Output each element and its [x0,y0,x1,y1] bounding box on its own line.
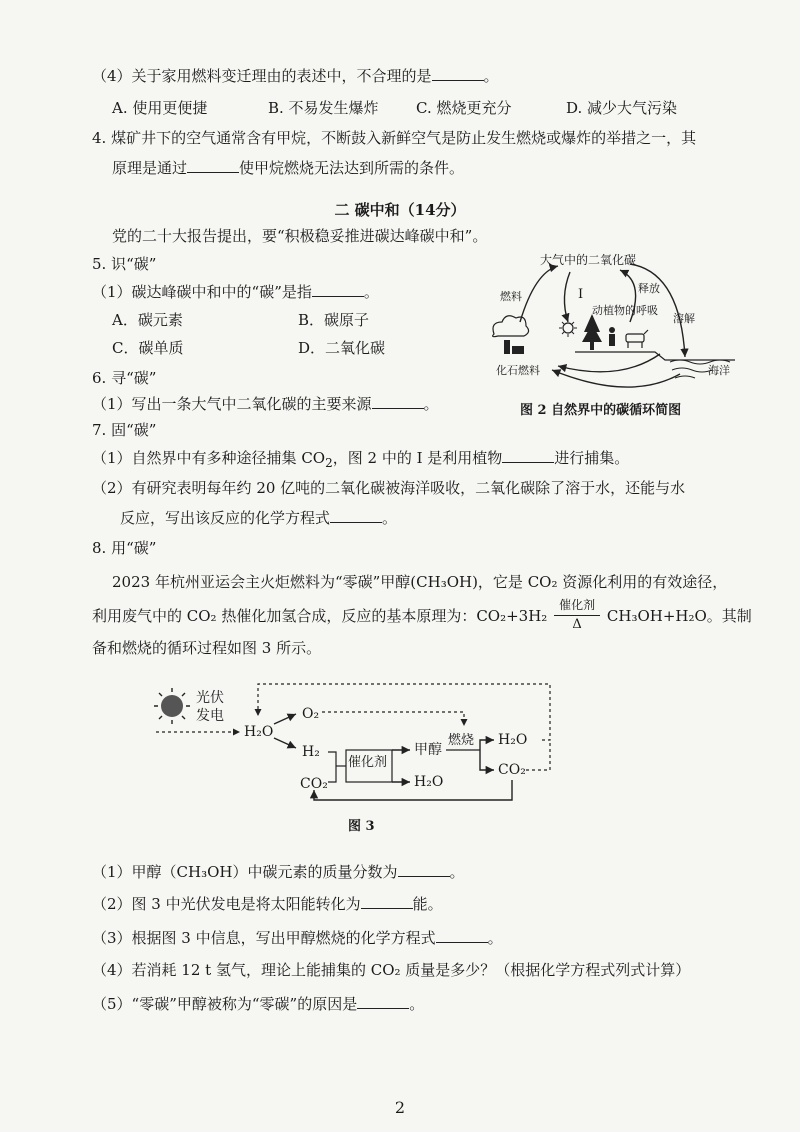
fig3-caption: 图 3 [348,819,375,834]
q5-option-a: A．碳元素 [112,311,183,329]
q6-sub1-post: 。 [423,395,439,413]
q8-para2-post: CH₃OH+H₂O。其制 [606,607,752,625]
answer-blank[interactable] [361,894,413,909]
page-number: 2 [394,1098,406,1117]
q5-sub1-post: 。 [363,283,379,301]
q8-sub5-post: 。 [409,995,425,1013]
q5-option-d: D．二氧化碳 [298,339,386,357]
fig3-co2-right-dash [526,740,550,770]
q6-sub1 [92,394,439,414]
answer-blank[interactable] [187,158,239,173]
q4-line2 [112,158,464,178]
catalyst-label: 催化剂 [559,598,596,612]
fig3-h2o-c-label: H₂O [414,774,444,790]
q7-sub2-line1: （2）有研究表明每年约 20 亿吨的二氧化碳被海洋吸收，二氧化碳除了溶于水，还能与水 [92,479,686,497]
fig3-burn-co2-arrow [480,750,494,770]
q7-sub1-post: 进行捕集。 [554,449,630,467]
fig3-co2-return [314,780,512,800]
fig3-o2-label: O₂ [302,706,320,722]
q8-sub2-post: 能。 [412,895,443,913]
fig3-bracket [328,752,336,782]
q4-prev-option-c: C. 燃烧更充分 [416,99,512,117]
answer-blank[interactable] [372,394,424,409]
fig3-pv-line2: 发电 [196,708,224,724]
factory-smoke-icon [493,316,529,354]
answer-blank[interactable] [502,448,554,463]
fig3-h2o-label: H₂O [244,724,274,740]
q8-sub2 [92,894,443,914]
answer-blank[interactable] [357,994,409,1009]
fig3-combust-label: 燃烧 [448,733,475,748]
q4-prev-stem-text: （4）关于家用燃料变迁理由的表述中，不合理的是 [92,67,432,85]
q8-sub1-post: 。 [449,863,465,881]
fig2-roman-label: I [578,287,584,302]
fig3-o2-to-burn [322,712,464,726]
reaction-condition [552,598,602,632]
q8-title: 8. 用“碳” [92,539,157,557]
q8-sub3 [92,928,503,948]
answer-blank[interactable] [330,508,382,523]
q6-title: 6. 寻“碳” [92,369,157,387]
q8-sub2-pre: （2）图 3 中光伏发电是将太阳能转化为 [92,895,361,913]
q5-sub1-pre: （1）碳达峰碳中和中的“碳”是指 [92,283,312,301]
q7-sub2-line2-post: 。 [382,509,398,527]
fig2-atmosphere-label: 大气中的二氧化碳 [540,253,637,267]
q8-sub3-pre: （3）根据图 3 中信息，写出甲醇燃烧的化学方程式 [92,929,436,947]
fig3-h2-arrow [274,738,296,748]
animal-icon [626,330,648,348]
q8-sub4: （4）若消耗 12 t 氢气，理论上能捕集的 CO₂ 质量是多少？（根据化学方程式列式计算） [92,961,691,979]
methanol-cycle-figure [150,676,570,836]
q8-sub1-pre: （1）甲醇（CH₃OH）中碳元素的质量分数为 [92,863,398,881]
answer-blank[interactable] [312,282,364,297]
q7-title: 7. 固“碳” [92,421,157,439]
q7-sub1-pre: （1）自然界中有多种途径捕集 CO [92,449,326,467]
section-title: 二 碳中和（14分） [334,201,466,219]
fig2-i-arrow [564,272,570,322]
q8-sub5-pre: （5）“零碳”甲醇被称为“零碳”的原因是 [92,995,358,1013]
q4-prev-option-d: D. 减少大气污染 [566,99,678,117]
q7-sub1: （1）自然界中有多种途径捕集 $CO_2$，图 2 中的 I 是利用植物 进行捕集。 [92,449,630,470]
q7-sub2-line2 [120,508,397,528]
person-icon [609,327,615,346]
sun-icon [154,688,190,724]
q8-sub3-post: 。 [487,929,503,947]
fig2-return-arrow-2 [558,354,660,372]
fig3-co2-label: CO₂ [300,776,328,792]
q4-line2-pre: 原理是通过 [112,159,188,177]
fig2-caption: 图 2 自然界中的碳循环简图 [520,403,682,418]
fig2-dissolve-label: 溶解 [673,312,695,325]
q8-para2 [92,598,752,632]
q5-option-c: C．碳单质 [112,339,184,357]
q8-para1: 2023 年杭州亚运会主火炬燃料为“零碳”甲醇(CH₃OH)，它是 CO₂ 资源化利用的有效途径， [112,573,728,591]
fig2-fuel-label: 燃料 [500,290,522,303]
sun-icon [559,319,577,337]
answer-blank[interactable] [398,862,450,877]
q7-sub1-mid: ，图 2 中的 I 是利用植物 [332,449,503,467]
q8-para2-pre: 利用废气中的 CO₂ 热催化加氢合成，反应的基本原理为：CO₂+3H₂ [92,607,548,625]
fig2-fossil-label: 化石燃料 [496,364,540,377]
fig2-ocean-label: 海洋 [708,364,730,377]
q4-line2-post: 使甲烷燃烧无法达到所需的条件。 [239,159,465,177]
fig3-h2o-b-label: H₂O [498,732,528,748]
fig3-pv-line1: 光伏 [196,690,224,706]
fig3-h2-label: H₂ [302,744,320,760]
q5-option-b: B．碳原子 [298,311,370,329]
fig2-return-arrow-1 [552,370,680,387]
fig2-respiration-label: 动植物的呼吸 [592,304,658,317]
q4-prev-option-b: B. 不易发生爆炸 [268,99,379,117]
q6-sub1-pre: （1）写出一条大气中二氧化碳的主要来源 [92,395,372,413]
q4-line1: 4. 煤矿井下的空气通常含有甲烷，不断鼓入新鲜空气是防止发生燃烧或爆炸的举措之一，其 [92,129,697,147]
q8-sub1 [92,862,465,882]
fig3-burn-h2o-arrow [480,740,494,750]
answer-blank[interactable] [436,928,488,943]
ground-line [575,352,735,360]
q5-sub1 [92,282,379,302]
fig3-catalyst-label: 催化剂 [348,755,388,770]
q4-prev-option-a: A. 使用更便捷 [112,99,208,117]
section-intro: 党的二十大报告提出，要“积极稳妥推进碳达峰碳中和”。 [112,227,488,245]
fig2-release-label: 释放 [638,282,660,295]
fig2-fuel-arrow [520,266,558,322]
q7-sub2-line2-pre: 反应，写出该反应的化学方程式 [120,509,331,527]
answer-blank[interactable] [432,66,484,81]
q4-prev-tail: 。 [483,67,499,85]
tree-icon [582,314,602,350]
fig3-co2-b-label: CO₂ [498,762,526,778]
fig3-methanol-label: 甲醇 [414,742,442,758]
carbon-cycle-figure [480,242,750,422]
fig3-o2-arrow [274,714,296,724]
q8-sub5 [92,994,424,1014]
q5-title: 5. 识“碳” [92,255,157,273]
q8-para3: 备和燃烧的循环过程如图 3 所示。 [92,639,322,657]
heat-symbol: Δ [572,617,582,632]
q4-prev-stem [92,66,499,86]
